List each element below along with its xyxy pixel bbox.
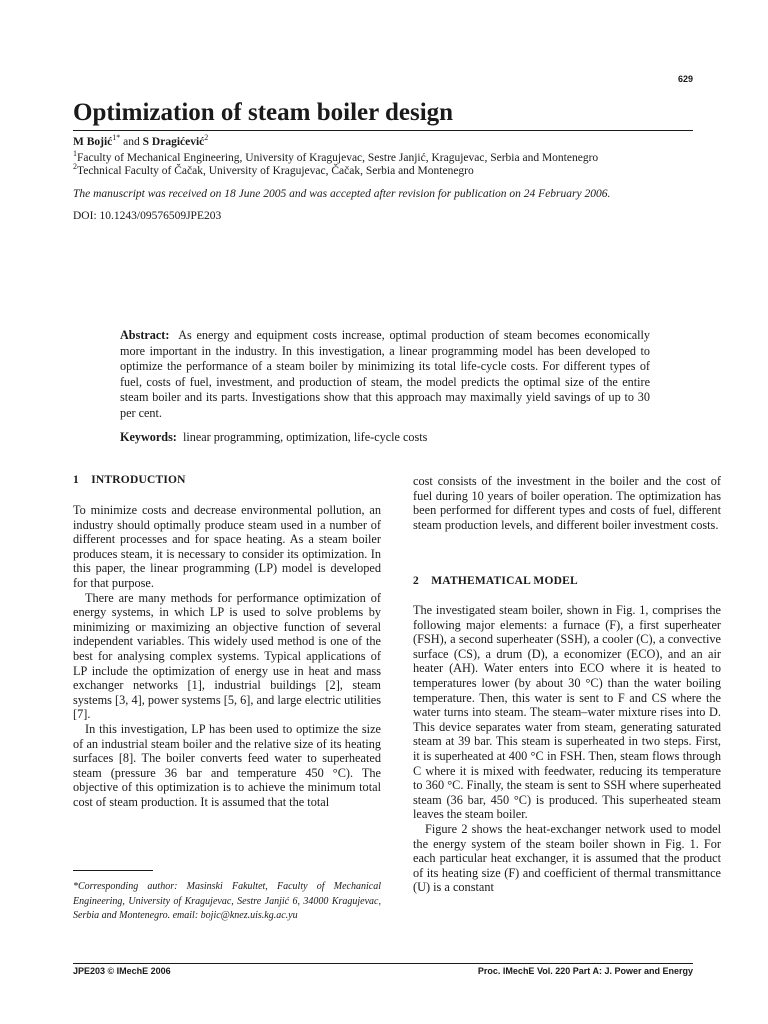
affiliation-1 [73, 151, 598, 165]
affiliation-2-text: Technical Faculty of Čačak, University of Kragujevac, Čačak, Serbia and Montenegro [77, 165, 474, 177]
author-2-marker: 2 [204, 133, 209, 143]
affiliation-2-marker: 2 [73, 162, 77, 172]
footnote: *Corresponding author: Masinski Fakultet, Faculty of Mechanical Engineering, University of Kragujevac, Sestre Janjić 6, 34000 Kragujevac, Serbia and Montenegro. email: bojic@knez.uis.kg.ac.yu [73, 881, 381, 921]
author-1: M Bojić [73, 136, 113, 148]
keywords-label: Keywords: [120, 430, 177, 444]
keywords [120, 430, 427, 445]
section-2-heading: 2 MATHEMATICAL MODEL [413, 575, 578, 587]
author-line [73, 135, 208, 149]
section-1-heading: 1 INTRODUCTION [73, 474, 186, 486]
abstract-label: Abstract: [120, 328, 170, 342]
intro-paragraph-3-continued: cost consists of the investment in the boiler and the cost of fuel during 10 years of boiler operation. The optimization has been performed for different types and costs of fuel, different steam production levels, and different boiler investment costs. [413, 474, 721, 532]
fn-rule [73, 870, 153, 871]
page-title: Optimization of steam boiler design [73, 99, 454, 126]
received-note: The manuscript was received on 18 June 2005 and was accepted after revision for publication on 24 February 2006. [73, 188, 611, 200]
abstract [120, 328, 650, 421]
intro-paragraph-2: There are many methods for performance optimization of energy systems, in which LP is used to solve problems by minimizing or maximizing an objective function of several independent variables. This widely used method is one of the best for analysing complex systems. Typical applications of LP include the optimization of energy use in heat and mass exchanger networks [1], industrial buildings [2], steam systems [3, 4], power systems [5, 6], and large electric utilities [7]. [73, 590, 381, 722]
doi-link[interactable]: DOI: 10.1243/09576509JPE203 [73, 210, 222, 222]
author-1-marker: 1* [112, 133, 121, 143]
page-number: 629 [677, 74, 693, 84]
affiliation-1-text: Faculty of Mechanical Engineering, University of Kragujevac, Sestre Janjić, Kragujevac, Serbia and Montenegro [77, 152, 599, 164]
model-paragraph-2: Figure 2 shows the heat-exchanger network used to model the energy system of the steam boiler shown in Fig. 1. For each particular heat exchanger, it is assumed that the product of its heating size (F) and coefficient of thermal transmittance (U) is a constant [413, 821, 721, 895]
keywords-text: linear programming, optimization, life-cycle costs [182, 430, 428, 444]
section-2-body [413, 603, 721, 895]
footer-right: Proc. IMechE Vol. 220 Part A: J. Power and Energy [477, 966, 693, 976]
author-conjunction: and [123, 136, 140, 148]
affiliation-2 [73, 164, 474, 178]
model-paragraph-1: The investigated steam boiler, shown in Fig. 1, comprises the following major elements: a furnace (F), a first superheater (FSH), a second superheater (SSH), a cooler (C), a convective surface (CS), a drum (D), a economizer (ECO), and an air heater (AH). Water enters into ECO where it is heated to temperatures lower (by about 30 °C) than the water boiling temperature. Then, this water is sent to F and CS where the water turns into steam. The steam–water mixture rises into D. This device separates water from steam, generating saturated steam at 39 bar. This steam is superheated in two steps. First, it is superheated at 400 °C in FSH. Then, steam flows through C where it is mixed with feedwater, reducing its temperature to 360 °C. Finally, the steam is sent to SSH where superheated steam (36 bar, 450 °C) is produced. This superheated steam leaves the steam boiler. [413, 603, 721, 822]
intro-paragraph-1: To minimize costs and decrease environmental pollution, an industry should optimally produce steam used in a number of different processes and for space heating. As a steam boiler produces steam, it is necessary to consider its optimization. In this paper, the linear programming (LP) model is developed for that purpose. [73, 503, 381, 590]
author-2: S Dragićević [142, 136, 205, 148]
affiliation-1-marker: 1 [73, 149, 77, 159]
title-rule [73, 130, 693, 131]
abstract-text: As energy and equipment costs increase, optimal production of steam becomes economically more important in the industry. In this investigation, a linear programming model has been developed to optimize the performance of a steam boiler by minimizing its total life-cycle costs. For different types of fuel, costs of fuel, investment, and production of steam, the model predicts the optimal size of the entire steam boiler and its parts. Investigations show that this approach may maximally yield savings of up to 30 per cent. [120, 328, 651, 420]
section-1-continuation [413, 474, 721, 532]
section-1-body [73, 503, 381, 809]
intro-paragraph-3: In this investigation, LP has been used to optimize the size of an industrial steam boiler and the relative size of its heating surfaces [8]. The boiler converts feed water to superheated steam (pressure 36 bar and temperature 450 °C). The objective of this optimization is to achieve the minimum total cost of steam production. It is assumed that the total [73, 721, 381, 809]
bottom-rule [73, 963, 693, 964]
footer-left: JPE203 © IMechE 2006 [73, 966, 171, 976]
